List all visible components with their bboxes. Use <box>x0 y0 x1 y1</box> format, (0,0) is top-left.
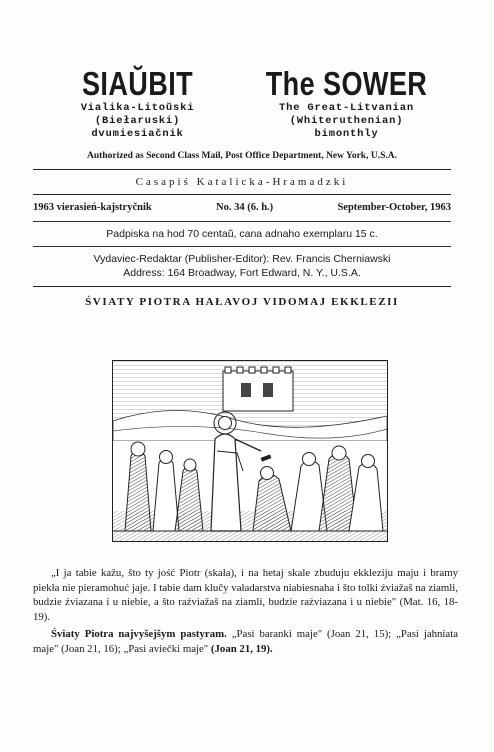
masthead-subtitle-right-1: The Great-Litvanian <box>279 102 414 114</box>
divider <box>33 246 451 247</box>
masthead <box>33 66 451 141</box>
engraving-illustration <box>113 361 387 541</box>
divider <box>33 194 451 195</box>
publisher-info <box>33 252 451 280</box>
masthead-left <box>33 66 242 141</box>
masthead-subtitle-right-2: (Whiteruthenian) <box>289 115 404 127</box>
quote-bold-lead: Śviaty Piotra najvyšejšym pastyram. <box>51 628 227 640</box>
divider <box>33 286 451 287</box>
engraving-city-wall <box>223 371 293 411</box>
masthead-subtitle-left-3: dvumiesiačnik <box>91 128 184 140</box>
issue-date-english: September-October, 1963 <box>337 202 451 213</box>
quote-paragraph-2-text: „Pasi baranki maje" (Joan 21, 15); „Pasi jahniata maje" (Joan 21, 16); „Pasi aviečki maje" <box>33 628 458 655</box>
quote-paragraph-1: „I ja tabie kažu, što ty jość Piotr (skała), i na hetaj skale zbuduju ekkleziju maju i bramy piekła nie pieramohuć jaje. I tabie dam klučy vaładarstva niabiesnaha i što tolki źviažaš na ziamli, budzie źviazana i u niebie, a što raźviažaš na ziamli, budzie raźviazana i u niebie" (Mat. 16, 18-19). <box>33 567 458 623</box>
christ-and-apostles-engraving <box>112 360 388 542</box>
quote-paragraph-2 <box>33 627 458 656</box>
masthead-subtitle-left-2: (Biełaruski) <box>94 115 181 127</box>
masthead-subtitle-right-3: bimonthly <box>314 128 379 140</box>
masthead-title-left: SIAŬBIT <box>81 65 194 102</box>
address-line: Address: 164 Broadway, Fort Edward, N. Y., U.S.A. <box>123 267 361 279</box>
issue-number: No. 34 (6. h.) <box>216 202 274 213</box>
publication-type: Casapiś Katalicka-Hramadzki <box>135 176 349 188</box>
divider <box>33 169 451 170</box>
divider <box>33 221 451 222</box>
article-headline: ŚVIATY PIOTRA HAŁAVOJ VIDOMAJ EKKLEZII <box>85 296 399 308</box>
issue-date-local: 1963 vierasień-kajstryčnik <box>33 202 152 213</box>
issue-line <box>33 201 451 215</box>
scripture-quote <box>33 566 458 659</box>
quote-bold-tail: (Joan 21, 19). <box>210 642 273 655</box>
masthead-title-right: The SOWER <box>265 65 428 102</box>
masthead-right <box>242 66 451 141</box>
editor-line: Vydaviec-Redaktar (Publisher-Editor): Rev. Francis Cherniawski <box>93 253 391 265</box>
subscription-price: Padpiska na hod 70 centaŭ, cana adnaho exemplaru 15 c. <box>106 228 378 240</box>
masthead-subtitle-left-1: Vialika-Litoŭski <box>80 102 195 114</box>
mailing-authorization: Authorized as Second Class Mail, Post Office Department, New York, U.S.A. <box>87 151 397 161</box>
newspaper-page <box>33 66 451 314</box>
